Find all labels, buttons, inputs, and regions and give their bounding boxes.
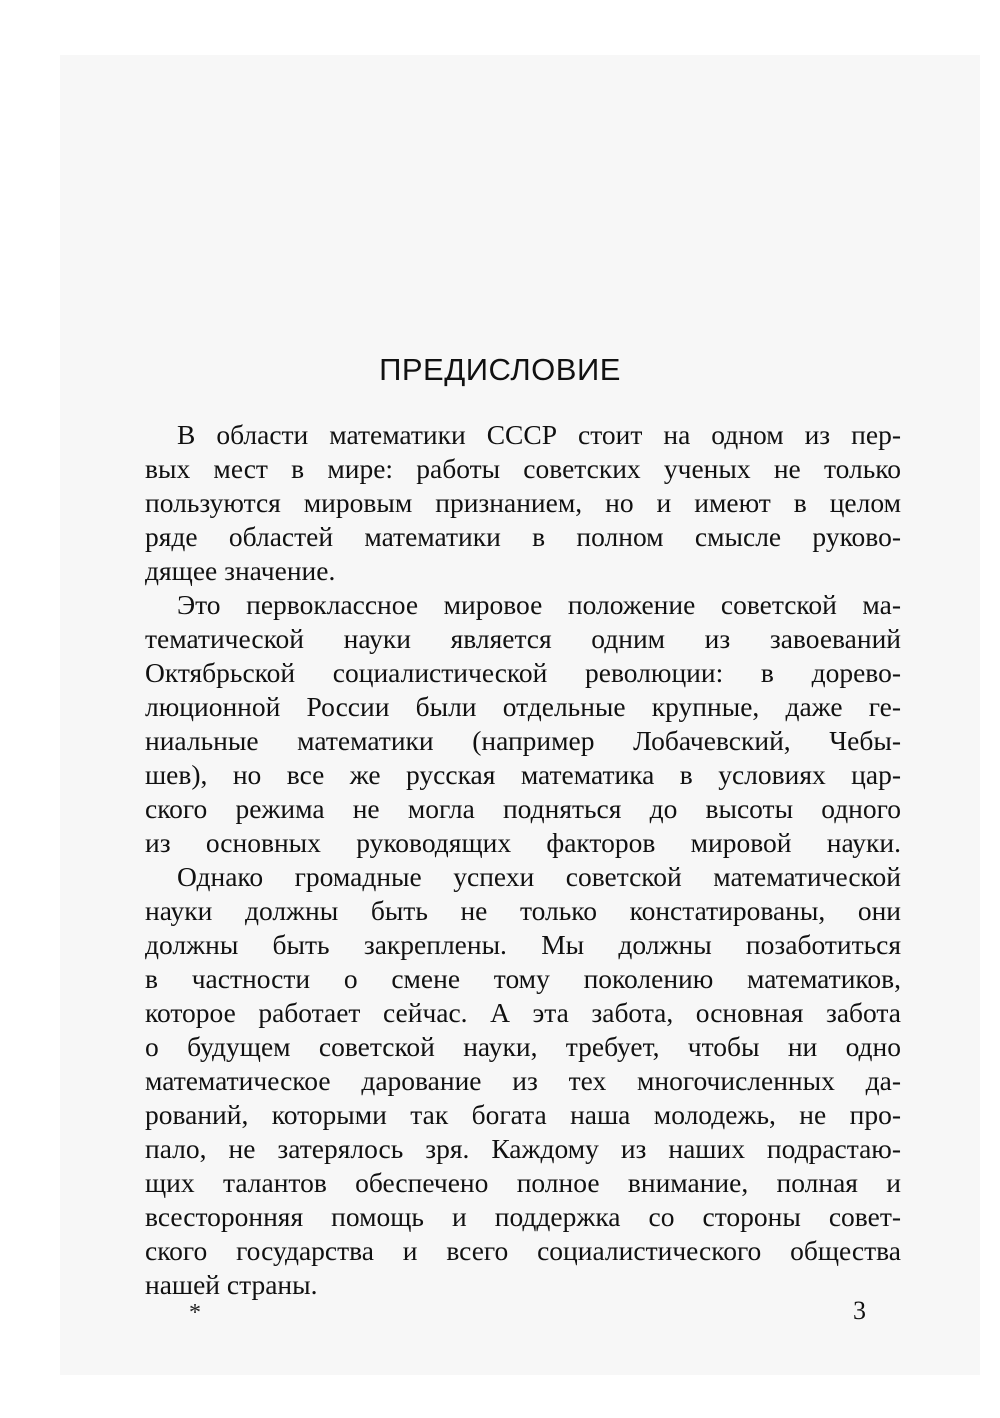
- text-line: Однако громадные успехи советской математической: [177, 861, 901, 892]
- text-line: ского государства и всего социалистического общества: [145, 1235, 901, 1266]
- text-line: пало, не затерялось зря. Каждому из наших подрастаю-: [145, 1133, 901, 1164]
- text-line: математическое дарование из тех многочисленных да-: [145, 1065, 901, 1096]
- text-line: в частности о смене тому поколению математиков,: [145, 963, 901, 994]
- text-line: о будущем советской науки, требует, чтобы ни одно: [145, 1031, 901, 1062]
- text-line: ского режима не могла подняться до высоты одного: [145, 793, 901, 824]
- text-line: тематической науки является одним из завоеваний: [145, 623, 901, 654]
- text-line: ниальные математики (например Лобачевский, Чебы-: [145, 725, 901, 756]
- text-line: пользуются мировым признанием, но и имеют в целом: [145, 487, 901, 518]
- text-line: всесторонняя помощь и поддержка со стороны совет-: [145, 1201, 901, 1232]
- text-line: щих талантов обеспечено полное внимание, полная и: [145, 1167, 901, 1198]
- text-line: Это первоклассное мировое положение советской ма-: [177, 589, 901, 620]
- text-line: должны быть закреплены. Мы должны позаботиться: [145, 929, 901, 960]
- text-line: ряде областей математики в полном смысле руково-: [145, 521, 901, 552]
- text-line: нашей страны.: [145, 1269, 318, 1300]
- text-line: дящее значение.: [145, 555, 336, 586]
- text-line: Октябрьской социалистической революции: в дорево-: [145, 657, 901, 688]
- signature-mark: *: [189, 1300, 201, 1326]
- preface-text: [145, 418, 901, 1302]
- text-line: рований, которыми так богата наша молодежь, не про-: [145, 1099, 901, 1130]
- text-line: науки должны быть не только констатированы, они: [145, 895, 901, 926]
- text-line: В области математики СССР стоит на одном из пер-: [177, 419, 901, 450]
- text-line: шев), но все же русская математика в условиях цар-: [145, 759, 901, 790]
- text-line: вых мест в мире: работы советских ученых не только: [145, 453, 901, 484]
- page-number: 3: [853, 1296, 866, 1325]
- page-heading: ПРЕДИСЛОВИЕ: [379, 352, 621, 387]
- text-line: люционной России были отдельные крупные, даже ге-: [145, 691, 901, 722]
- text-line: из основных руководящих факторов мировой науки.: [145, 827, 901, 858]
- text-line: которое работает сейчас. А эта забота, основная забота: [145, 997, 901, 1028]
